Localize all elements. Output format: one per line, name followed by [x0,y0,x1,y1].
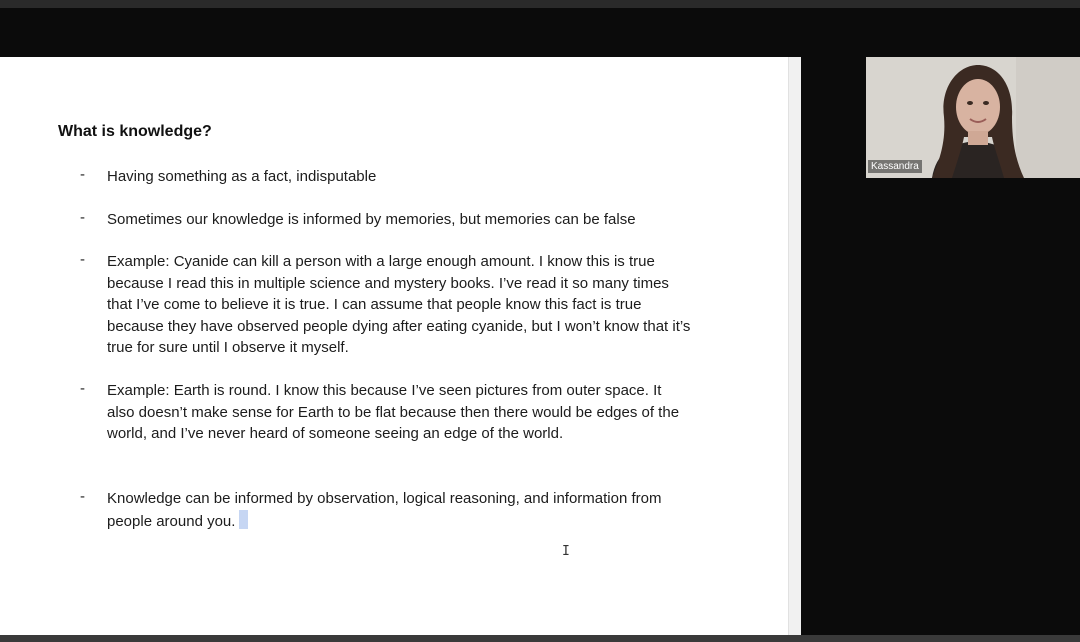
i-beam-cursor-icon: I [562,544,570,559]
bullet-dash: - [80,166,85,183]
bullet-text-container [107,488,692,532]
bullet-text: Sometimes our knowledge is informed by memories, but memories can be false [107,211,636,228]
bullet-dash: - [80,209,85,226]
meeting-bottom-bar [0,635,1080,642]
participant-name-label: Kassandra [868,160,922,173]
bullet-dash: - [80,488,85,505]
meeting-top-bar [0,0,1080,8]
bullet-dash: - [80,251,85,268]
document-title: What is knowledge? [58,123,212,140]
bullet-text: Having something as a fact, indisputable [107,168,377,185]
text-selection-highlight [239,510,248,529]
bullet-text: Example: Cyanide can kill a person with a large enough amount. I know this is true because I read this in multiple science and mystery books. I’ve read it so many times that I’ve come to believe it is true. I can assume that people know this fact is true because they have observed people dying after eating cyanide, but I won’t know that it’s true for sure until I observe it myself. [107,253,691,356]
bullet-text: Knowledge can be informed by observation, logical reasoning, and information from people around you. [107,490,662,530]
participant-video-tile[interactable] [866,57,1080,178]
bullet-dash: - [80,380,85,397]
bullet-text: Example: Earth is round. I know this because I’ve seen pictures from outer space. It also doesn’t make sense for Earth to be flat because then there would be edges of the world, and I’ve never heard of someone seeing an edge of the world. [107,382,680,442]
document-scroll-edge[interactable] [788,57,801,635]
